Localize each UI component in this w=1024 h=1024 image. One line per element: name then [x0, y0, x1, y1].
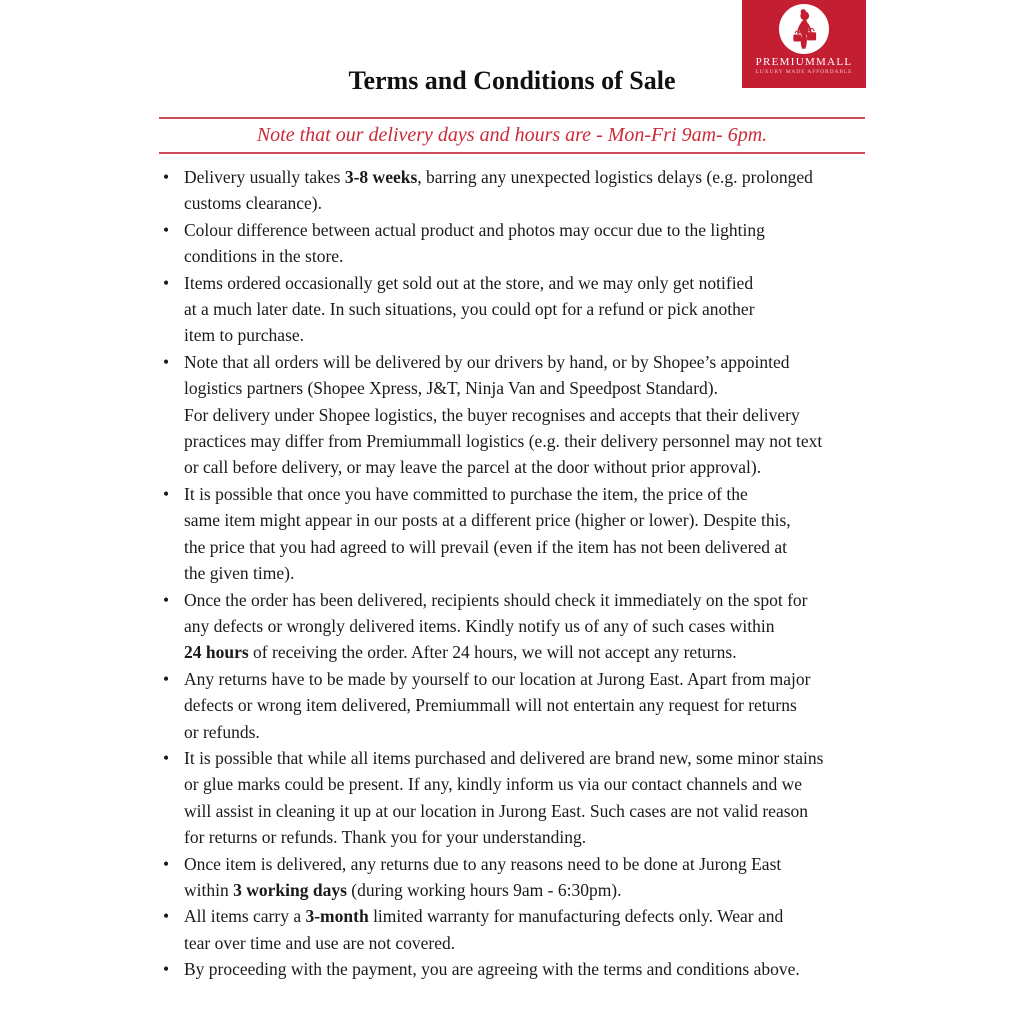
- term-text: limited warranty for manufacturing defects only. Wear and: [368, 906, 784, 927]
- bullet-marker: •: [163, 747, 170, 768]
- term-text: Any returns have to be made by yourself to our location at Jurong East. Apart from major: [184, 668, 811, 689]
- page-title: Terms and Conditions of Sale: [348, 66, 676, 95]
- term-text: , barring any unexpected logistics delays (e.g. prolonged: [417, 167, 813, 187]
- logo-brand-text: PREMIUMMALL: [755, 56, 853, 68]
- term-text: By proceeding with the payment, you are agreeing with the terms and conditions above.: [184, 959, 800, 980]
- term-line: [184, 719, 943, 745]
- bullet-marker: •: [163, 351, 170, 372]
- term-text: the price that you had agreed to will prevail (even if the item has not been delivered at: [184, 536, 788, 557]
- term-text: practices may differ from Premiummall logistics (e.g. their delivery personnel may not text: [184, 431, 823, 452]
- term-line: [184, 824, 943, 850]
- term-text: any defects or wrongly delivered items. Kindly notify us of any of such cases within: [184, 615, 775, 636]
- term-text: tear over time and use are not covered.: [184, 932, 456, 953]
- term-text: for returns or refunds. Thank you for your understanding.: [184, 827, 587, 848]
- term-line: [184, 851, 943, 877]
- term-text: Colour difference between actual product and photos may occur due to the lighting: [184, 219, 765, 240]
- term-line: [184, 930, 943, 956]
- bullet-marker: •: [163, 167, 170, 187]
- logo-tagline-text: LUXURY MADE AFFORDABLE: [755, 69, 853, 75]
- term-item: [163, 956, 943, 982]
- term-text: or call before delivery, or may leave the parcel at the door without prior approval).: [184, 457, 762, 478]
- delivery-note-text: Note that our delivery days and hours are - Mon-Fri 9am- 6pm.: [256, 124, 768, 146]
- term-line: [184, 560, 943, 586]
- bullet-marker: •: [163, 272, 170, 293]
- bullet-marker: •: [163, 219, 170, 240]
- term-text: or refunds.: [184, 721, 260, 742]
- term-text: conditions in the store.: [184, 246, 344, 267]
- term-text: Once the order has been delivered, recipients should check it immediately on the spot for: [184, 589, 808, 610]
- term-text: It is possible that while all items purchased and delivered are brand new, some minor stains: [184, 747, 824, 768]
- bullet-marker: •: [163, 668, 170, 689]
- term-line: [184, 481, 943, 507]
- term-item: [163, 851, 943, 904]
- term-text: (during working hours 9am - 6:30pm).: [346, 879, 622, 900]
- term-line: [184, 243, 943, 269]
- term-item: [163, 745, 943, 851]
- term-text: Delivery usually takes: [184, 167, 345, 187]
- term-line: [184, 745, 943, 771]
- term-line: [184, 270, 943, 296]
- term-text: will assist in cleaning it up at our location in Jurong East. Such cases are not valid reason: [184, 800, 809, 821]
- term-text: logistics partners (Shopee Xpress, J&T, Ninja Van and Speedpost Standard).: [184, 378, 718, 399]
- premiummall-logo: [742, 0, 866, 88]
- bullet-marker: •: [163, 853, 170, 874]
- term-text: the given time).: [184, 563, 295, 584]
- term-line: [184, 322, 943, 348]
- term-text: same item might appear in our posts at a different price (higher or lower). Despite this,: [184, 510, 791, 531]
- term-text: within: [184, 879, 234, 900]
- term-text-bold: 3-8 weeks: [344, 167, 418, 187]
- term-line: [184, 507, 943, 533]
- term-line: [184, 771, 943, 797]
- term-item: [163, 481, 943, 587]
- term-text: defects or wrong item delivered, Premiummall will not entertain any request for returns: [184, 695, 797, 716]
- term-line: [184, 613, 943, 639]
- term-line: [184, 903, 943, 929]
- bullet-marker: •: [163, 959, 170, 980]
- term-line: [184, 692, 943, 718]
- term-line: [184, 877, 943, 903]
- term-line: [184, 375, 943, 401]
- bullet-marker: •: [163, 483, 170, 504]
- term-item: [163, 587, 943, 666]
- term-line: [184, 428, 943, 454]
- delivery-note-bar: [159, 117, 865, 154]
- term-item: [163, 164, 943, 217]
- term-item: [163, 666, 943, 745]
- term-line: [184, 587, 943, 613]
- term-text: Once item is delivered, any returns due to any reasons need to be done at Jurong East: [184, 853, 782, 874]
- term-line: [184, 349, 943, 375]
- terms-list: [163, 164, 943, 983]
- term-text: It is possible that once you have committed to purchase the item, the price of the: [184, 483, 748, 504]
- term-line: [184, 164, 943, 190]
- term-line: [184, 798, 943, 824]
- term-line: [184, 296, 943, 322]
- term-line: [184, 666, 943, 692]
- term-text-bold: 3-month: [305, 906, 369, 927]
- logo-circle: [779, 4, 829, 54]
- term-text: Items ordered occasionally get sold out at the store, and we may only get notified: [184, 272, 754, 293]
- term-text: or glue marks could be present. If any, kindly inform us via our contact channels and we: [184, 774, 802, 795]
- term-text: customs clearance).: [184, 193, 322, 214]
- term-item: [163, 270, 943, 349]
- term-item: [163, 903, 943, 956]
- term-line: [184, 639, 943, 665]
- term-text-bold: 24 hours: [184, 642, 249, 663]
- term-line: [184, 956, 943, 982]
- term-text: of receiving the order. After 24 hours, we will not accept any returns.: [248, 642, 737, 663]
- term-line: [184, 534, 943, 560]
- term-text: All items carry a: [184, 906, 306, 927]
- term-text: Note that all orders will be delivered by our drivers by hand, or by Shopee’s appointed: [184, 351, 790, 372]
- term-line: [184, 217, 943, 243]
- term-text: item to purchase.: [184, 325, 305, 346]
- bullet-marker: •: [163, 589, 170, 610]
- term-line: [184, 402, 943, 428]
- bullet-marker: •: [163, 906, 170, 927]
- woman-with-shopping-bags-icon: [782, 7, 826, 51]
- term-text: For delivery under Shopee logistics, the buyer recognises and accepts that their delivery: [184, 404, 800, 425]
- term-text-bold: 3 working days: [233, 879, 347, 900]
- term-item: [163, 217, 943, 270]
- term-line: [184, 190, 943, 216]
- term-item: [163, 349, 943, 481]
- term-line: [184, 454, 943, 480]
- term-text: at a much later date. In such situations, you could opt for a refund or pick another: [184, 299, 755, 320]
